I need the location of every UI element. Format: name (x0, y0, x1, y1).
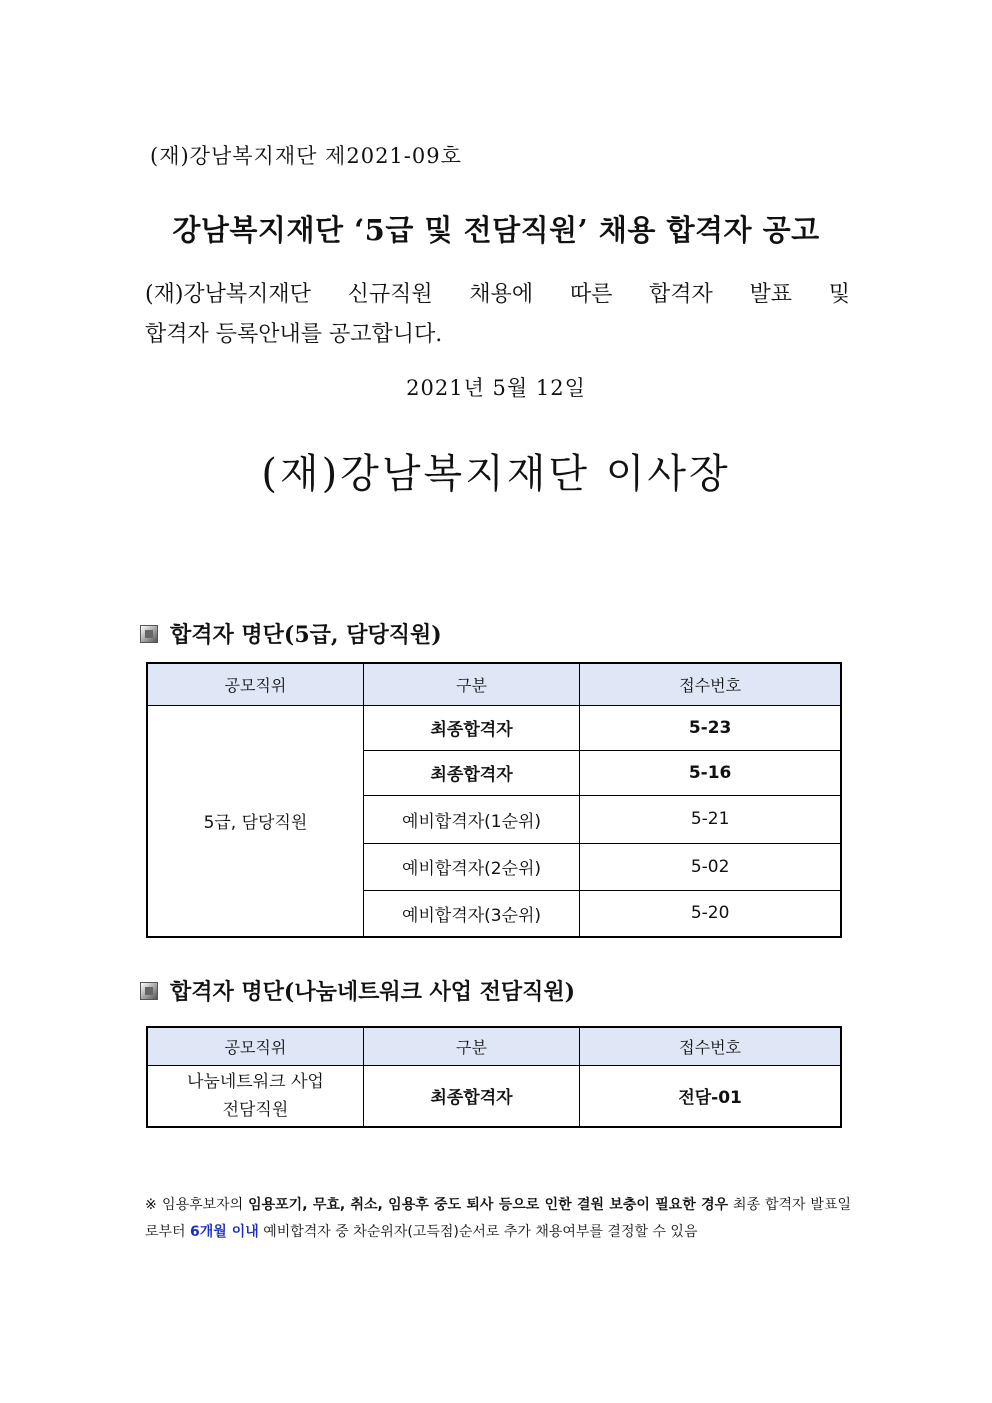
footnote (145, 1192, 851, 1246)
number-cell: 5-20 (580, 890, 841, 937)
column-header: 공모직위 (147, 1027, 363, 1065)
category-cell: 최종합격자 (363, 1065, 579, 1127)
category-cell: 예비합격자(1순위) (363, 795, 579, 843)
number-cell: 5-23 (580, 705, 841, 750)
table-header-row (147, 663, 841, 705)
category-cell: 예비합격자(2순위) (363, 843, 579, 890)
intro-line-1: (재)강남복지재단 신규직원 채용에 따른 합격자 발표 및 (145, 282, 850, 307)
note-highlight: 6개월 이내 (190, 1224, 259, 1240)
intro-line-2: 합격자 등록안내를 공고합니다. (145, 322, 443, 347)
position-line-2: 전담직원 (222, 1099, 289, 1120)
column-header: 구분 (363, 1027, 579, 1065)
number-cell: 5-21 (580, 795, 841, 843)
page-title: 강남복지재단 ‘5급 및 전담직원’ 채용 합격자 공고 (172, 213, 820, 247)
announcement-date: 2021년 5월 12일 (406, 376, 586, 400)
category-cell: 예비합격자(3순위) (363, 890, 579, 937)
section2-heading (140, 975, 575, 1006)
position-cell: 5급, 담당직원 (147, 705, 363, 937)
section2-table (146, 1026, 842, 1128)
issuer-name: (재)강남복지재단 이사장 (261, 451, 731, 497)
table-row (147, 705, 841, 750)
section1-heading (140, 618, 442, 649)
category-cell: 최종합격자 (363, 705, 579, 750)
column-header: 접수번호 (580, 663, 841, 705)
note-text-3: 예비합격자 중 차순위자(고득점)순서로 추가 채용여부를 결정할 수 있음 (258, 1224, 698, 1240)
note-text-2: 최종 합격자 발표일로부터 (145, 1197, 851, 1240)
section1-heading-text: 합격자 명단(5급, 담당직원) (170, 622, 442, 648)
section2-heading-text: 합격자 명단(나눔네트워크 사업 전담직원) (170, 979, 576, 1005)
number-cell: 5-16 (580, 750, 841, 795)
table-row (147, 1065, 841, 1127)
intro-paragraph (145, 275, 850, 355)
category-cell: 최종합격자 (363, 750, 579, 795)
note-mark: ※ (145, 1197, 158, 1213)
position-line-1: 나눔네트워크 사업 (187, 1071, 324, 1092)
number-cell: 전담-01 (580, 1065, 841, 1127)
square-bullet-icon (140, 625, 158, 643)
note-text-1: 임용후보자의 (157, 1197, 249, 1213)
table-header-row (147, 1027, 841, 1065)
column-header: 구분 (363, 663, 579, 705)
column-header: 접수번호 (580, 1027, 841, 1065)
column-header: 공모직위 (147, 663, 363, 705)
number-cell: 5-02 (580, 843, 841, 890)
note-bold-text: 임용포기, 무효, 취소, 임용후 중도 퇴사 등으로 인한 결원 보충이 필요한 경우 (248, 1197, 729, 1213)
position-cell (147, 1065, 363, 1127)
section1-table (146, 662, 842, 938)
document-number: (재)강남복지재단 제2021-09호 (150, 144, 462, 168)
square-bullet-icon (140, 982, 158, 1000)
